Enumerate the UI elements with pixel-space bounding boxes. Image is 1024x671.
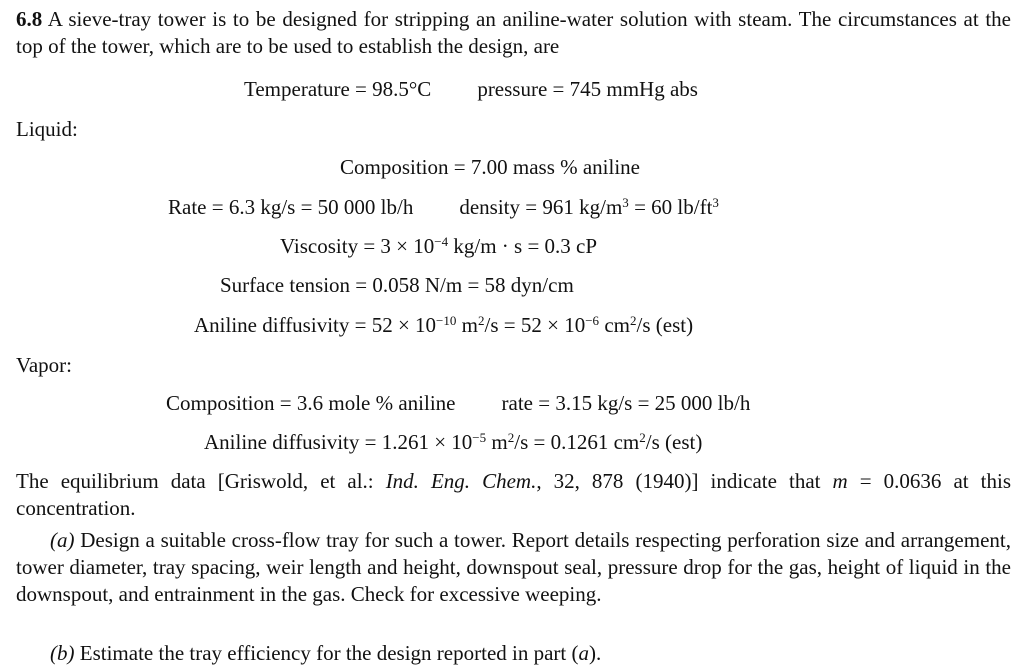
liquid-viscosity: Viscosity = $3 \times 10^{-4}$ kg/m · s = 0.3 cP	[280, 233, 598, 258]
problem-intro-text: A sieve-tray tower is to be designed for stripping an aniline-water solution with steam. The circumstances at the top of the tower, which are to be used to establish the design, are	[16, 7, 1011, 58]
vapor-composition-rate-line	[166, 391, 750, 416]
part-a-text: Design a suitable cross-flow tray for such a tower. Report details respecting perforation size and arrangement, tower diameter, tray spacing, weir length and height, downspout seal, pressure drop for the gas, height of liquid in the downspout, and entrainment in the gas. Check for excessive weeping.	[16, 528, 1011, 606]
liquid-diffusivity: Aniline diffusivity = $52 \times 10^{-10}$ $m^2/s = 52 \times 10^{-6}$ $cm^2/s$ (est)	[194, 312, 694, 337]
part-b-label: (b)	[50, 641, 75, 665]
equilibrium-variable: m	[832, 469, 848, 493]
liquid-density: density = 961 $kg/m^3 = 60$ $lb/ft^3$	[459, 194, 719, 219]
part-a	[16, 527, 1011, 608]
liquid-composition: Composition = 7.00 mass % aniline	[340, 155, 640, 179]
problem-number: 6.8	[16, 7, 43, 31]
pressure-condition: pressure = 745 mmHg abs	[477, 77, 698, 101]
problem-intro	[16, 6, 1011, 60]
temperature-condition: Temperature = 98.5°C	[244, 77, 432, 101]
vapor-heading: Vapor:	[16, 353, 72, 377]
conditions-line	[244, 77, 698, 102]
liquid-rate-density-line	[168, 195, 719, 220]
equilibrium-paragraph: The equilibrium data [Griswold, et al.: Ind. Eng. Chem., 32, 878 (1940)] indicate that m = 0.0636 at this concentration.	[16, 469, 1011, 520]
vapor-diffusivity: Aniline diffusivity = $1.261 \times 10^{-5}$ $m^2/s = 0.1261$ $cm^2/s$ (est)	[204, 429, 703, 454]
liquid-rate: Rate = 6.3 kg/s = 50 000 lb/h	[168, 195, 414, 219]
vapor-composition: Composition = 3.6 mole % aniline	[166, 391, 456, 415]
part-a-label: (a)	[50, 528, 75, 552]
journal-name: Ind. Eng. Chem.	[385, 469, 537, 493]
liquid-surface-tension: Surface tension = 0.058 N/m = 58 dyn/cm	[220, 273, 574, 297]
vapor-rate: rate = 3.15 kg/s = 25 000 lb/h	[501, 391, 751, 415]
liquid-heading: Liquid:	[16, 117, 78, 141]
part-b: (b) Estimate the tray efficiency for the design reported in part (a).	[50, 641, 602, 665]
